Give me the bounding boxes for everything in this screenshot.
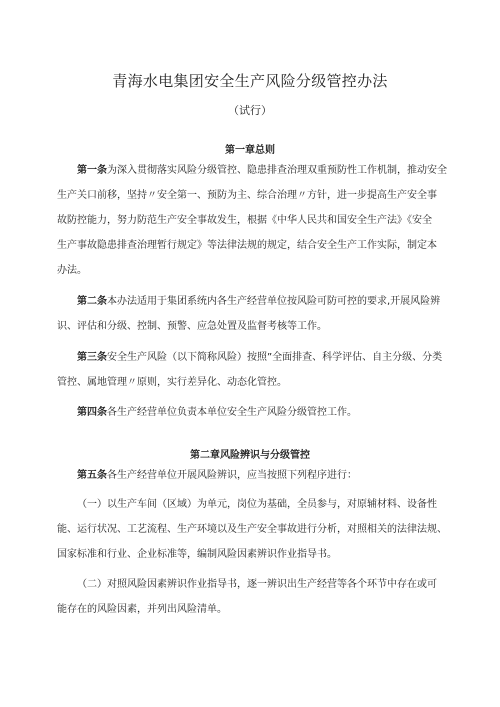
document-title: 青海水电集团安全生产风险分级管控办法 bbox=[112, 72, 388, 90]
paragraph-line: 国家标准和行业、企业标准等，编制风险因素辨识作业指导书。 bbox=[57, 549, 337, 560]
article-label: 第三条 bbox=[77, 352, 107, 363]
paragraph-line: 生产关口前移，坚持〃安全第一、预防为主、综合治理〃方针，进一步提高生产安全事 bbox=[57, 190, 437, 201]
paragraph-line: （二）对照风险因素辨识作业指导书，逐一辨识出生产经营等各个环节中存在或可 bbox=[77, 579, 437, 590]
document-subtitle: （试行） bbox=[228, 104, 272, 117]
paragraph-line: 第一条为深入贯彻落实风险分级管控、隐患排查治理双重预防性工作机制，推动安全 bbox=[77, 165, 447, 176]
paragraph-line: 识、评估和分级、控制、预警、应急处置及监督考核等工作。 bbox=[57, 321, 327, 332]
paragraph-line: 管控、属地管理〃原则，实行差异化、动态化管控。 bbox=[57, 377, 287, 388]
article-1 bbox=[57, 158, 447, 283]
paragraph-line: 第三条安全生产风险（以下简称风险）按照”全面排查、科学评估、自主分级、分类 bbox=[77, 352, 443, 363]
article-3 bbox=[57, 345, 443, 395]
article-label: 第二条 bbox=[77, 296, 107, 307]
list-item bbox=[57, 572, 443, 622]
paragraph-line: 故防控能力，努力防范生产安全事故发生，根据《中华人民共和国安全生产法》《安全 bbox=[57, 215, 432, 226]
article-label: 第一条 bbox=[77, 165, 107, 176]
list-item bbox=[57, 492, 447, 567]
paragraph-line: 第五条各生产经营单位开展风险辨识，应当按照下列程序进行： bbox=[77, 470, 357, 481]
paragraph-line: 能、运行状况、工艺流程、生产环境以及生产安全事故进行分析，对照相关的法律法规、 bbox=[57, 524, 447, 535]
paragraph-line: 能存在的风险因素，并列出风险清单。 bbox=[57, 604, 227, 615]
article-label: 第四条 bbox=[77, 407, 107, 418]
paragraph-line: （一）以生产车间（区域）为单元，岗位为基础，全员参与，对原辅材料、设备性 bbox=[77, 499, 437, 510]
paragraph-line: 第二条本办法适用于集团系统内各生产经营单位按风险可防可控的要求,开展风险辨 bbox=[77, 296, 441, 307]
paragraph-line: 办法。 bbox=[57, 265, 87, 276]
article-2 bbox=[57, 289, 443, 339]
paragraph-line: 第四条各生产经营单位负责本单位安全生产风险分级管控工作。 bbox=[77, 407, 357, 418]
chapter-heading: 第二章风险辨识与分级管控 bbox=[190, 450, 310, 461]
paragraph-line: 生产事故隐患排查治理暂行规定》等法律法规的规定，结合安全生产工作实际，制定本 bbox=[57, 240, 437, 251]
article-5 bbox=[57, 463, 443, 488]
article-label: 第五条 bbox=[77, 470, 107, 481]
article-4 bbox=[57, 400, 443, 425]
chapter-heading: 第一章总则 bbox=[225, 145, 275, 156]
